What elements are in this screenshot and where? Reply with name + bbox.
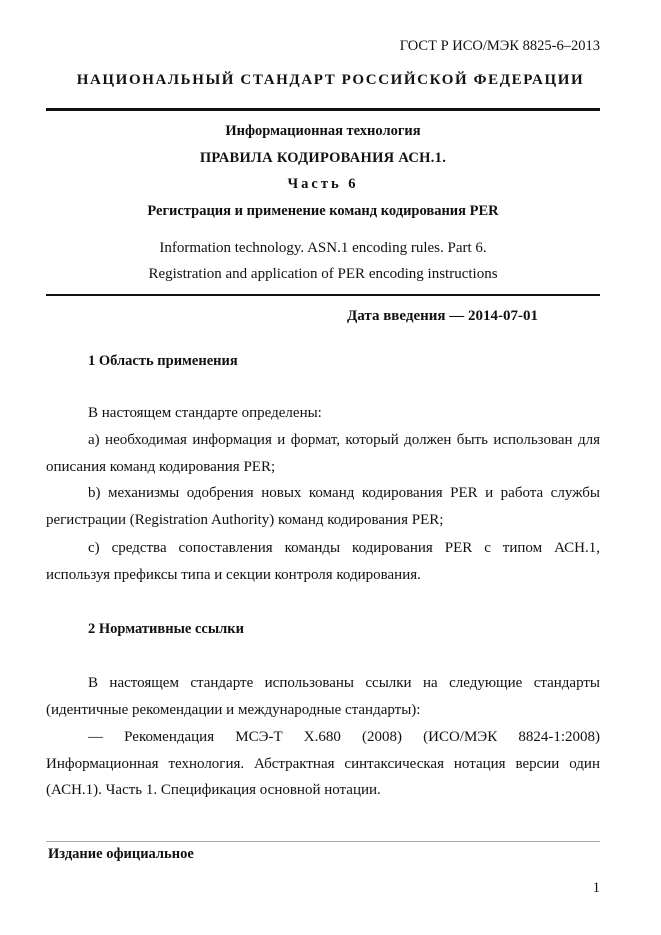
top-divider xyxy=(46,108,600,111)
footer-divider xyxy=(46,841,600,842)
title-ru-line1: Информационная технология xyxy=(225,123,421,139)
section2-reference-1: — Рекомендация МСЭ-Т Х.680 (2008) (ИСО/МЭК 8824-1:2008) Информационная технология. Абстрактная синтаксическая нотация версии один (АСН.1). Часть 1. Спецификация основной нотации. xyxy=(46,729,600,798)
title-ru-line2: ПРАВИЛА КОДИРОВАНИЯ АСН.1. xyxy=(199,150,447,166)
edition-label: Издание официальное xyxy=(48,846,194,862)
section1-heading: 1 Область применения xyxy=(88,353,238,369)
section1-item-a: а) необходимая информация и формат, который должен быть использован для описания команд кодирования PER; xyxy=(46,432,600,475)
document-code: ГОСТ Р ИСО/МЭК 8825-6–2013 xyxy=(399,38,600,54)
title-ru-part: Часть 6 xyxy=(287,176,359,192)
section2-heading: 2 Нормативные ссылки xyxy=(88,621,244,637)
section1-intro: В настоящем стандарте определены: xyxy=(88,405,322,421)
title-ru-line4: Регистрация и применение команд кодирования PER xyxy=(147,203,499,219)
title-en-line2: Registration and application of PER encoding instructions xyxy=(148,266,498,282)
page-number: 1 xyxy=(592,880,600,896)
middle-divider xyxy=(46,294,600,296)
national-standard-title: НАЦИОНАЛЬНЫЙ СТАНДАРТ РОССИЙСКОЙ ФЕДЕРАЦИИ xyxy=(76,72,585,88)
section2-intro: В настоящем стандарте использованы ссылки на следующие стандарты (идентичные рекомендации и международные стандарты): xyxy=(46,675,600,718)
title-en-line1: Information technology. ASN.1 encoding rules. Part 6. xyxy=(159,240,487,256)
introduction-date: Дата введения — 2014-07-01 xyxy=(346,308,538,324)
section1-item-b: b) механизмы одобрения новых команд кодирования PER и работа службы регистрации (Registration Authority) команд кодирования PER; xyxy=(46,485,600,528)
section1-item-c: с) средства сопоставления команды кодирования PER с типом АСН.1, используя префиксы типа и секции контроля кодирования. xyxy=(46,540,600,583)
